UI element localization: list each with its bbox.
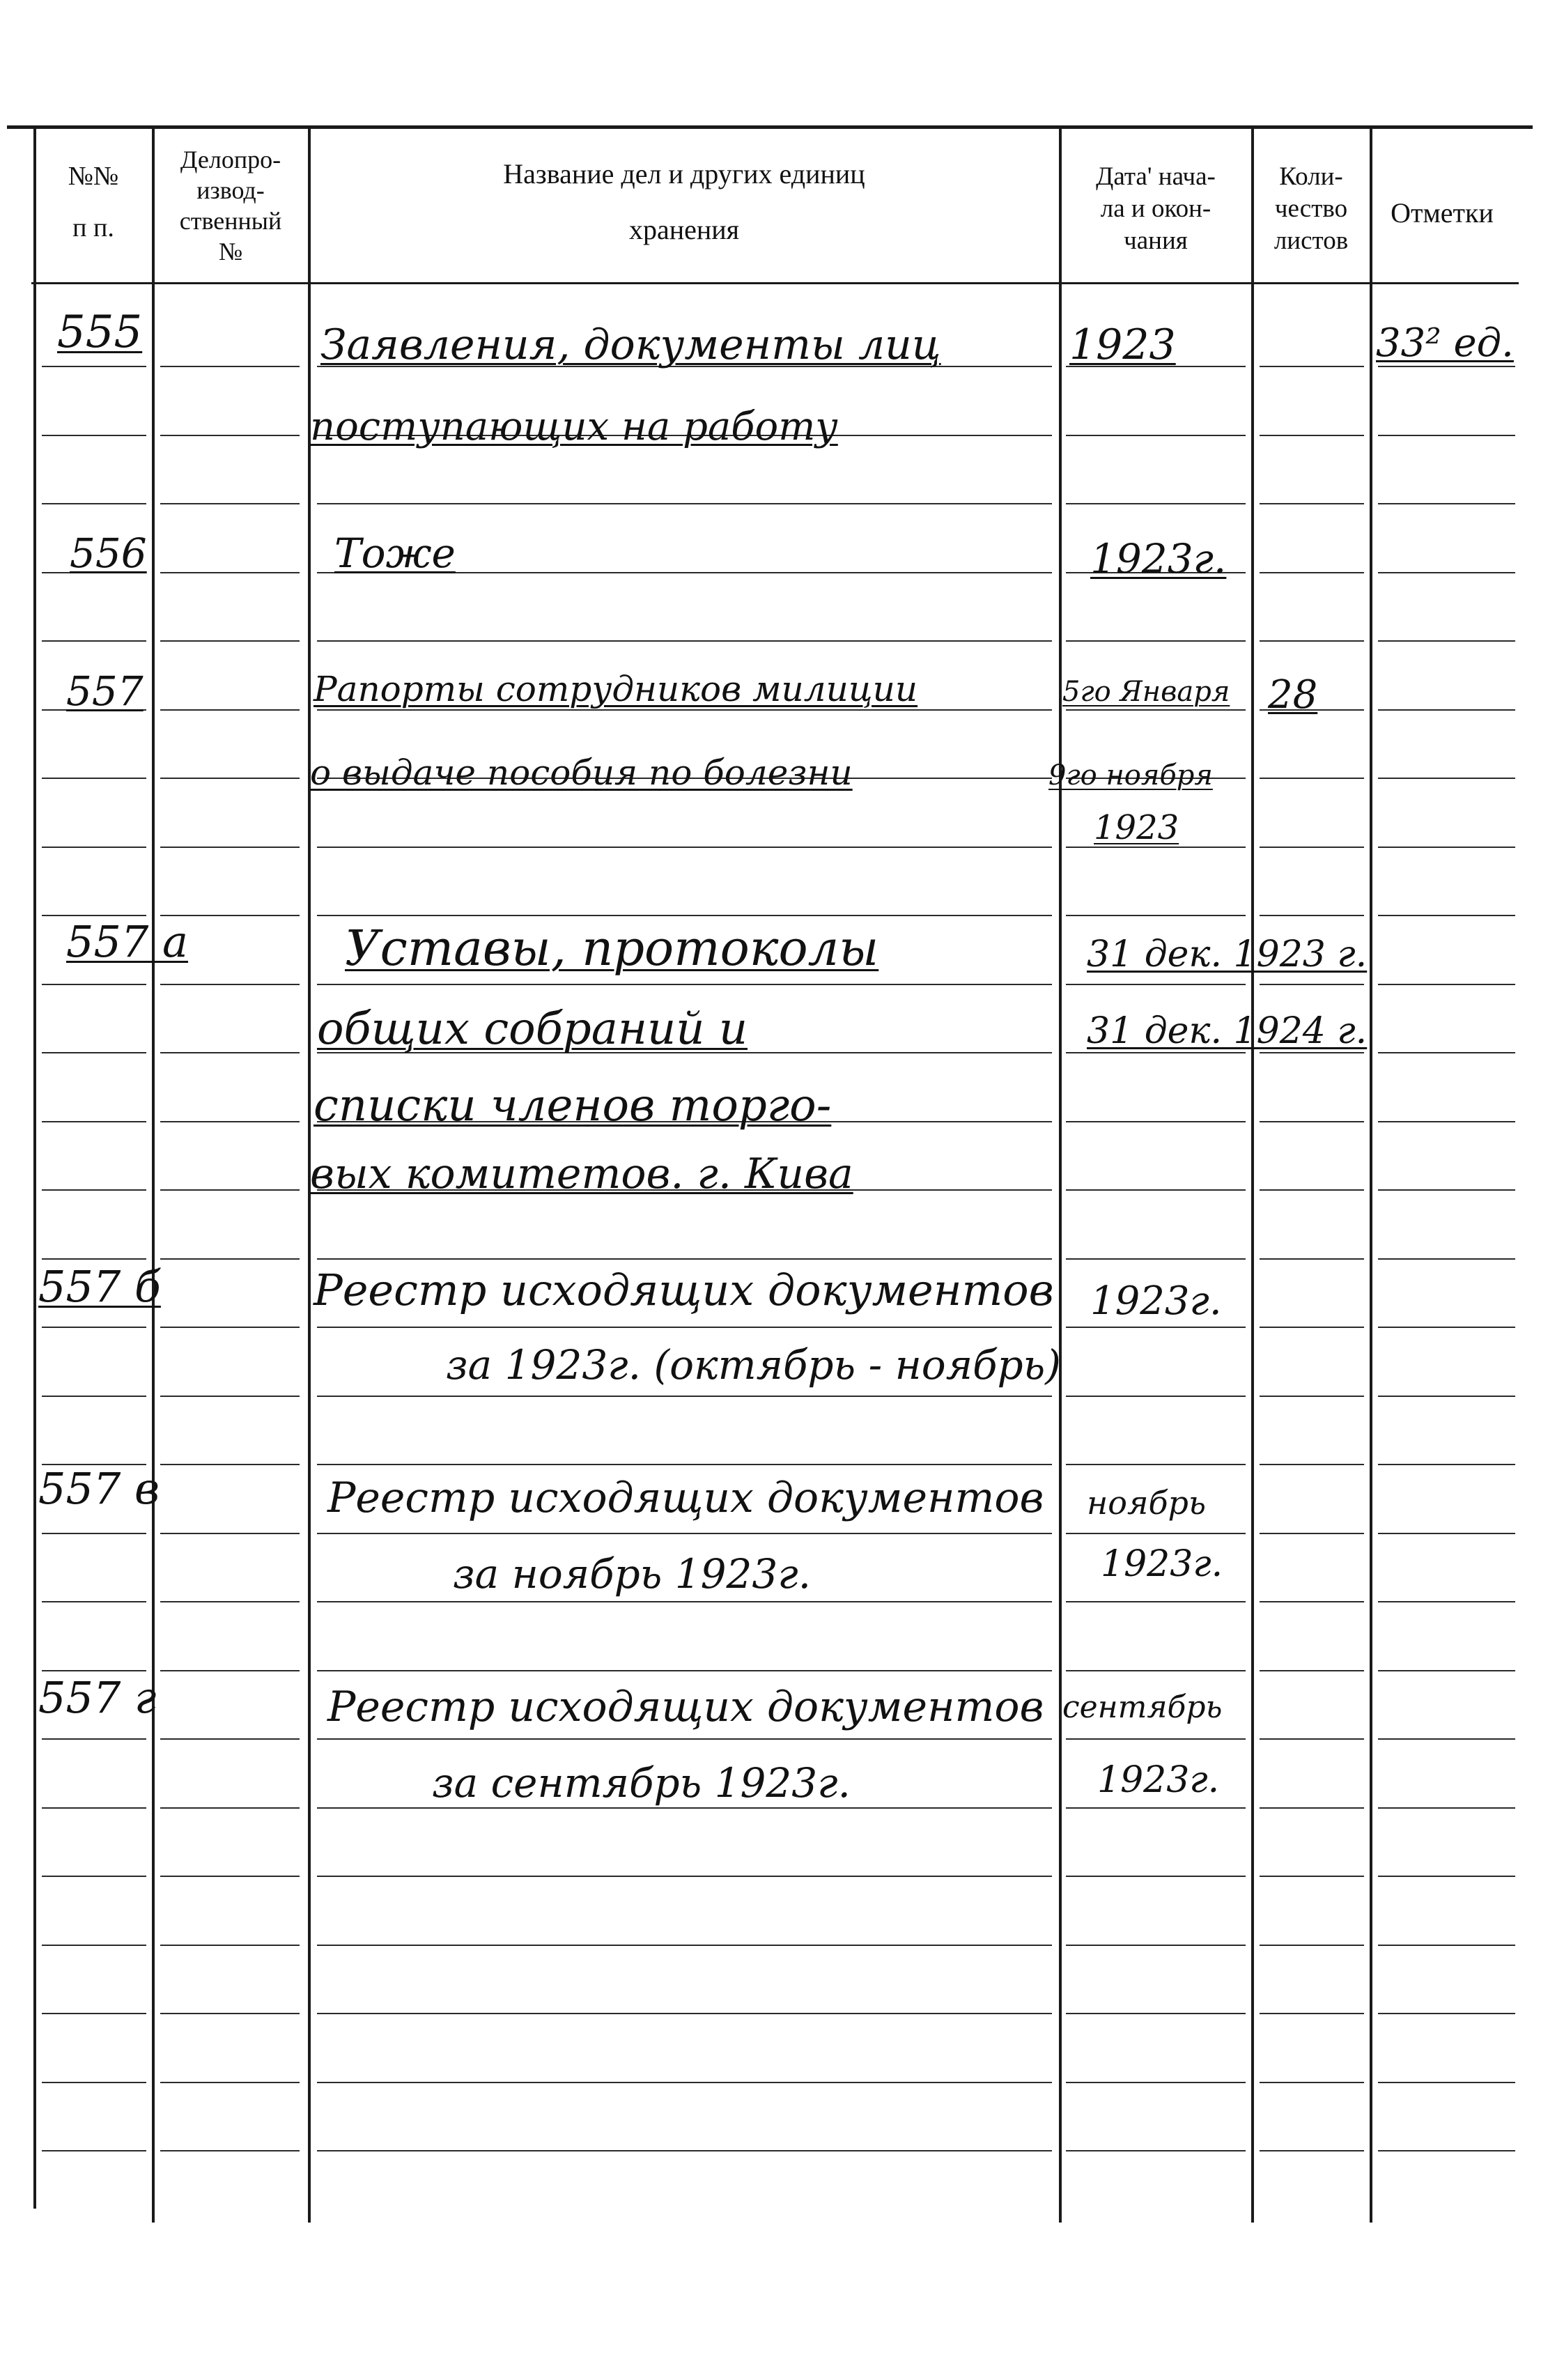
ruled-line <box>1260 1052 1364 1053</box>
ruled-line <box>317 1327 1052 1328</box>
ruled-line <box>317 2082 1052 2083</box>
ruled-line <box>1260 984 1364 985</box>
item-number: 555 <box>57 307 143 358</box>
item-dates: 1923г. <box>1090 535 1227 582</box>
ruled-line <box>1378 503 1515 504</box>
item-title-line: общих собраний и <box>317 1003 748 1055</box>
ruled-line <box>1066 1327 1246 1328</box>
item-sheet-count: 28 <box>1268 672 1318 718</box>
ruled-line <box>317 847 1052 848</box>
ruled-line <box>1066 2013 1246 2014</box>
ruled-line <box>1066 1807 1246 1809</box>
ruled-line <box>1260 1945 1364 1946</box>
ruled-line <box>1378 1327 1515 1328</box>
ruled-line <box>1260 1396 1364 1397</box>
ruled-line <box>1378 1396 1515 1397</box>
item-title-line: Реестр исходящих документов <box>327 1474 1044 1522</box>
ruled-line <box>42 1945 146 1946</box>
item-title-line: Уставы, протоколы <box>345 920 879 977</box>
item-title-line: за ноябрь 1923г. <box>453 1550 812 1598</box>
item-dates: 1923г. <box>1090 1278 1222 1324</box>
ruled-line <box>160 1738 300 1740</box>
ruled-line <box>1260 1601 1364 1602</box>
item-number: 557 г <box>38 1672 157 1723</box>
ruled-line <box>1066 1396 1246 1397</box>
ruled-line <box>1260 1533 1364 1534</box>
ruled-line <box>1378 1807 1515 1809</box>
header-bottom-rule <box>31 282 1519 284</box>
ruled-line <box>1378 1189 1515 1191</box>
ruled-line <box>317 915 1052 916</box>
ruled-line <box>42 366 146 367</box>
ruled-line <box>1260 1876 1364 1877</box>
column-divider <box>1370 129 1372 2223</box>
ruled-line <box>160 1052 300 1053</box>
ruled-line <box>42 1327 146 1328</box>
ruled-line <box>317 1738 1052 1740</box>
ruled-line <box>1260 2082 1364 2083</box>
ruled-line <box>1066 640 1246 642</box>
ruled-line <box>42 1052 146 1053</box>
ruled-line <box>1260 2150 1364 2151</box>
ruled-line <box>1260 1258 1364 1260</box>
ruled-line <box>1378 1533 1515 1534</box>
ruled-line <box>1066 435 1246 436</box>
ruled-line <box>1260 503 1364 504</box>
column-divider <box>1251 129 1254 2223</box>
ruled-line <box>1260 1807 1364 1809</box>
ruled-line <box>1066 1533 1246 1534</box>
ruled-line <box>317 1601 1052 1602</box>
item-dates: сентябрь <box>1062 1690 1223 1725</box>
ruled-line <box>317 984 1052 985</box>
ruled-line <box>42 1258 146 1260</box>
ruled-line <box>42 1876 146 1877</box>
ruled-line <box>160 709 300 711</box>
ruled-line <box>42 1533 146 1534</box>
ruled-line <box>1378 915 1515 916</box>
item-dates: 1923г. <box>1101 1543 1223 1585</box>
ruled-line <box>1066 1670 1246 1671</box>
ruled-line <box>1066 1738 1246 1740</box>
ruled-line <box>42 435 146 436</box>
header-notes: Отметки <box>1391 196 1494 229</box>
ruled-line <box>317 1807 1052 1809</box>
header-number: №№ п п. <box>68 162 119 242</box>
ruled-line <box>160 984 300 985</box>
ruled-line <box>160 778 300 779</box>
ruled-line <box>42 503 146 504</box>
ruled-line <box>160 1876 300 1877</box>
ruled-line <box>1378 1670 1515 1671</box>
item-number: 557 <box>66 667 144 715</box>
ruled-line <box>42 1396 146 1397</box>
ruled-line <box>1260 435 1364 436</box>
ruled-line <box>1378 778 1515 779</box>
ruled-line <box>160 1258 300 1260</box>
ruled-line <box>42 847 146 848</box>
ruled-line <box>317 503 1052 504</box>
ruled-line <box>42 1670 146 1671</box>
ruled-line <box>1066 915 1246 916</box>
ruled-line <box>317 1464 1052 1465</box>
ruled-line <box>1066 1601 1246 1602</box>
ruled-line <box>160 640 300 642</box>
ruled-line <box>160 1396 300 1397</box>
ruled-line <box>160 572 300 573</box>
ruled-line <box>160 2150 300 2151</box>
ruled-line <box>160 1189 300 1191</box>
ruled-line <box>160 1945 300 1946</box>
item-title-line: поступающих на работу <box>310 404 838 449</box>
ruled-line <box>1260 640 1364 642</box>
item-title-line: Рапорты сотрудников милиции <box>313 669 918 709</box>
ruled-line <box>1378 366 1515 367</box>
item-dates: ноябрь <box>1087 1484 1207 1522</box>
ruled-line <box>160 2013 300 2014</box>
ruled-line <box>42 2150 146 2151</box>
ruled-line <box>42 1807 146 1809</box>
item-title-line: о выдаче пособия по болезни <box>310 752 853 793</box>
ruled-line <box>1066 1945 1246 1946</box>
ruled-line <box>42 2013 146 2014</box>
ruled-line <box>1260 1738 1364 1740</box>
ruled-line <box>160 1327 300 1328</box>
ruled-line <box>1378 1464 1515 1465</box>
ruled-line <box>160 1464 300 1465</box>
ruled-line <box>1378 1945 1515 1946</box>
item-title-line: Реестр исходящих документов <box>313 1265 1054 1315</box>
ruled-line <box>42 1121 146 1122</box>
ruled-line <box>1066 1876 1246 1877</box>
item-title-line: за сентябрь 1923г. <box>432 1759 851 1807</box>
item-title-line: Тоже <box>334 530 456 577</box>
item-number: 556 <box>70 530 147 577</box>
item-title-line: списки членов торго- <box>313 1080 832 1131</box>
ruled-line <box>1378 847 1515 848</box>
ruled-line <box>1066 1258 1246 1260</box>
item-number: 557 в <box>38 1463 160 1514</box>
item-dates: 5го Января <box>1062 676 1230 708</box>
item-number: 557 б <box>38 1261 161 1312</box>
ruled-line <box>1378 2150 1515 2151</box>
ruled-line <box>160 847 300 848</box>
header-sheet-count: Коли- чество листов <box>1273 162 1349 255</box>
ruled-line <box>42 778 146 779</box>
ruled-line <box>42 640 146 642</box>
ruled-line <box>1260 2013 1364 2014</box>
ruled-line <box>317 1396 1052 1397</box>
ruled-line <box>1378 572 1515 573</box>
header-dates: Дата' нача- ла и окон- чания <box>1096 162 1216 255</box>
ruled-line <box>160 1601 300 1602</box>
ruled-line <box>1066 1121 1246 1122</box>
item-dates: 1923 <box>1094 808 1179 847</box>
ruled-line <box>160 503 300 504</box>
ruled-line <box>42 1189 146 1191</box>
ruled-line <box>317 1258 1052 1260</box>
ruled-line <box>317 709 1052 711</box>
item-title-line: за 1923г. (октябрь - ноябрь) <box>446 1341 1061 1389</box>
ruled-line <box>317 1670 1052 1671</box>
ruled-line <box>317 2150 1052 2151</box>
item-notes: 33² ед. <box>1376 320 1514 366</box>
ruled-line <box>317 640 1052 642</box>
ruled-line <box>1066 2082 1246 2083</box>
header-title: Название дел и других единиц хранения <box>503 158 865 245</box>
ruled-line <box>160 435 300 436</box>
ruled-line <box>1260 915 1364 916</box>
item-title-line: Заявления, документы лиц <box>320 320 941 369</box>
ruled-line <box>1066 1189 1246 1191</box>
item-title-line: вых комитетов. г. Кива <box>310 1150 853 1198</box>
ruled-line <box>1378 984 1515 985</box>
ruled-line <box>160 1807 300 1809</box>
ruled-line <box>1066 503 1246 504</box>
ruled-line <box>1378 1258 1515 1260</box>
header-office-number: Делопро- извод- ственный № <box>179 146 282 265</box>
ruled-line <box>317 1533 1052 1534</box>
ruled-line <box>1378 709 1515 711</box>
column-divider <box>152 129 155 2223</box>
ruled-line <box>1260 1189 1364 1191</box>
ruled-line <box>1260 1464 1364 1465</box>
ruled-line <box>1260 572 1364 573</box>
ruled-line <box>1260 1670 1364 1671</box>
ruled-line <box>160 1533 300 1534</box>
top-rule <box>7 125 1533 129</box>
ruled-line <box>1066 1052 1246 1053</box>
column-divider <box>1059 129 1062 2223</box>
item-dates: 31 дек. 1924 г. <box>1087 1010 1368 1052</box>
ruled-line <box>317 1945 1052 1946</box>
item-number: 557 а <box>66 916 189 967</box>
ruled-line <box>1378 1601 1515 1602</box>
ruled-line <box>1066 2150 1246 2151</box>
ruled-line <box>317 2013 1052 2014</box>
ruled-line <box>1378 1738 1515 1740</box>
ruled-line <box>1378 1876 1515 1877</box>
item-dates: 31 дек. 1923 г. <box>1087 934 1368 975</box>
ruled-line <box>1066 709 1246 711</box>
ruled-line <box>42 2082 146 2083</box>
item-dates: 1923г. <box>1097 1759 1220 1801</box>
ruled-line <box>160 1670 300 1671</box>
item-title-line: Реестр исходящих документов <box>327 1683 1044 1731</box>
ruled-line <box>1378 435 1515 436</box>
ruled-line <box>1378 2082 1515 2083</box>
ruled-line <box>1378 2013 1515 2014</box>
ruled-line <box>42 984 146 985</box>
ruled-line <box>1260 1327 1364 1328</box>
ruled-line <box>1260 1121 1364 1122</box>
ruled-line <box>1260 366 1364 367</box>
ruled-line <box>1260 847 1364 848</box>
ruled-line <box>42 1601 146 1602</box>
ruled-line <box>1260 778 1364 779</box>
ruled-line <box>1066 1464 1246 1465</box>
ruled-line <box>160 366 300 367</box>
ruled-line <box>1066 984 1246 985</box>
item-dates: 9го ноября <box>1048 759 1213 791</box>
ruled-line <box>42 1738 146 1740</box>
ruled-line <box>1378 640 1515 642</box>
ruled-line <box>160 2082 300 2083</box>
ruled-line <box>1378 1121 1515 1122</box>
ruled-line <box>317 1876 1052 1877</box>
ruled-line <box>160 1121 300 1122</box>
ruled-line <box>1378 1052 1515 1053</box>
item-dates: 1923 <box>1069 320 1176 369</box>
column-divider <box>33 129 36 2209</box>
